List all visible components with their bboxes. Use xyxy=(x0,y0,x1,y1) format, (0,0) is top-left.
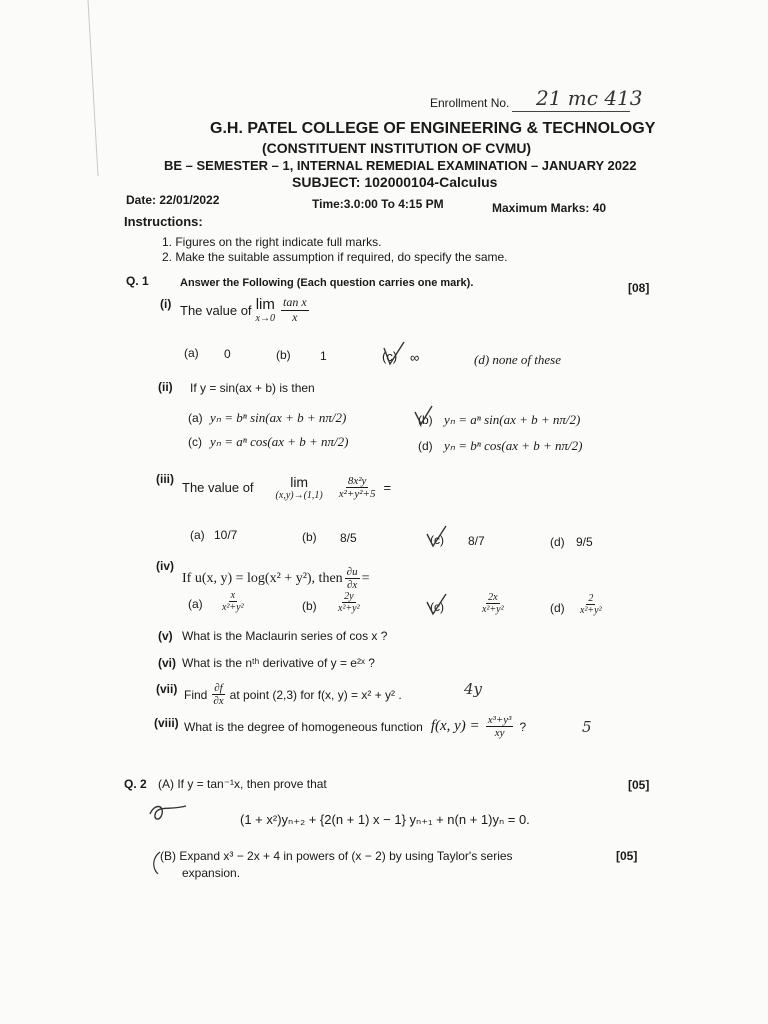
scribble-mark-icon xyxy=(146,800,190,824)
q1-vii-question xyxy=(184,682,402,707)
q1-label: Q. 1 xyxy=(126,274,149,288)
q1-i-fraction xyxy=(281,296,309,323)
q1-v-text: What is the Maclaurin series of cos x ? xyxy=(182,629,388,643)
instruction-item: 1. Figures on the right indicate full marks. xyxy=(162,235,382,249)
q1-iv-opt-c-label: (c) xyxy=(430,600,444,614)
q1-i-opt-c: ∞ xyxy=(410,350,420,365)
fraction-denominator: x²+y² xyxy=(222,602,244,613)
q2-b-text: (B) Expand x³ − 2x + 4 in powers of (x − 2) by using Taylor's series xyxy=(160,849,513,863)
fraction-denominator: x²+y²+5 xyxy=(338,488,376,500)
q1-i-opt-d: (d) none of these xyxy=(474,352,562,367)
fraction-numerator: 2 xyxy=(588,593,594,604)
q1-i-opt-a-label: (a) xyxy=(184,346,199,360)
fraction-denominator: x²+y² xyxy=(482,604,504,615)
q1-iv-opt-b-label: (b) xyxy=(302,599,317,613)
q1-viii-question xyxy=(184,714,526,739)
q1-vii-suffix: at point (2,3) for f(x, y) = x² + y² . xyxy=(229,687,402,702)
fraction-numerator: tan x xyxy=(283,295,307,310)
q1-i-opt-b-label: (b) xyxy=(276,348,291,362)
q1-iv-opt-d xyxy=(578,593,604,616)
fraction-denominator: ∂x xyxy=(346,579,358,592)
enrollment-value: 21 mc 413 xyxy=(536,86,643,110)
scribble-mark-icon xyxy=(150,848,164,878)
check-mark-icon xyxy=(412,404,436,430)
q1-marks: [08] xyxy=(628,281,650,295)
q1-iii-prefix: The value of xyxy=(182,480,254,495)
q1-i-opt-a: 0 xyxy=(224,347,231,361)
q1-i-opt-b: 1 xyxy=(320,349,327,363)
institution-name: (CONSTITUENT INSTITUTION OF CVMU) xyxy=(262,140,532,156)
fraction-denominator: x²+y² xyxy=(338,603,360,614)
fraction-numerator: x xyxy=(230,590,236,601)
q1-iii-opt-b-label: (b) xyxy=(302,530,317,544)
college-name: G.H. PATEL COLLEGE OF ENGINEERING & TECHNOLOGY xyxy=(210,120,656,137)
q2-a-marks: [05] xyxy=(628,778,650,792)
q1-ii-text: If y = sin(ax + b) is then xyxy=(190,381,315,395)
q1-iv-derivative xyxy=(345,566,360,591)
paper-edge-line xyxy=(84,0,104,180)
q1-vi-text: What is the nᵗʰ derivative of y = e²ˣ ? xyxy=(182,656,375,670)
q1-iii-question xyxy=(182,474,391,501)
q1-ii-opt-d: yₙ = bⁿ cos(ax + b + nπ/2) xyxy=(444,438,583,453)
equals-sign: = xyxy=(383,480,392,495)
q1-iv-opt-a xyxy=(220,590,246,613)
q2-a-equation: (1 + x²)yₙ₊₂ + {2(n + 1) x − 1} yₙ₊₁ + n(n + 1)yₙ = 0. xyxy=(240,812,530,827)
q1-ii-opt-c-label: (c) xyxy=(188,435,202,449)
q1-vii-prefix: Find xyxy=(184,687,208,702)
q1-text: Answer the Following (Each question carries one mark). xyxy=(180,277,474,289)
exam-title: BE – SEMESTER – 1, INTERNAL REMEDIAL EXAMINATION – JANUARY 2022 xyxy=(164,158,637,173)
fraction-denominator: ∂x xyxy=(213,695,224,708)
fraction-numerator: ∂f xyxy=(214,682,223,694)
q1-viii-suffix: ? xyxy=(519,719,527,734)
instruction-item: 2. Make the suitable assumption if required, do specify the same. xyxy=(162,250,508,264)
q1-i-question xyxy=(180,296,311,324)
q1-iv-opt-c xyxy=(480,592,506,615)
limit-symbol: lim xyxy=(290,474,309,490)
q1-iv-opt-d-label: (d) xyxy=(550,601,565,615)
max-marks: Maximum Marks: 40 xyxy=(492,201,607,215)
q1-iv-opt-a-label: (a) xyxy=(188,597,203,611)
q1-viii-prefix: What is the degree of homogeneous function xyxy=(184,719,423,734)
q1-vii-derivative xyxy=(211,682,225,707)
q1-iv-num: (iv) xyxy=(156,559,174,573)
q2-label: Q. 2 xyxy=(124,777,147,791)
q1-ii-opt-c: yₙ = aⁿ cos(ax + b + nπ/2) xyxy=(210,434,349,449)
q1-iii-limit xyxy=(276,474,323,501)
enrollment-line xyxy=(512,111,630,112)
limit-subscript: (x,y)→(1,1) xyxy=(275,490,323,501)
q2-b-marks: [05] xyxy=(616,849,638,863)
q2-a-text: (A) If y = tan⁻¹x, then prove that xyxy=(158,777,327,791)
q1-viii-num: (viii) xyxy=(154,716,179,730)
q1-viii-annotation: 5 xyxy=(582,718,592,736)
q1-vii-annotation: 4y xyxy=(464,680,483,698)
q1-iii-opt-b: 8/5 xyxy=(340,531,357,545)
q1-iii-opt-a-label: (a) xyxy=(190,528,205,542)
fraction-denominator: x xyxy=(292,309,298,324)
q1-i-limit xyxy=(256,296,275,324)
q1-i-num: (i) xyxy=(160,297,172,311)
q1-iii-num: (iii) xyxy=(156,472,174,486)
q1-ii-opt-b: yₙ = aⁿ sin(ax + b + nπ/2) xyxy=(444,412,581,427)
q1-ii-opt-b-label: (b) xyxy=(418,413,433,427)
q1-viii-fraction xyxy=(486,714,514,739)
q1-i-prefix: The value of xyxy=(180,302,252,318)
q1-iv-question xyxy=(182,566,370,591)
q1-vi-num: (vi) xyxy=(158,656,176,670)
fraction-numerator: x³+y³ xyxy=(487,714,512,726)
q1-iii-fraction xyxy=(337,475,378,500)
q1-iv-text: If u(x, y) = log(x² + y²), then xyxy=(182,570,343,586)
q1-ii-opt-a: yₙ = bⁿ sin(ax + b + nπ/2) xyxy=(210,410,347,425)
q1-v-num: (v) xyxy=(158,629,173,643)
q1-vii-num: (vii) xyxy=(156,682,178,696)
q1-viii-function: f(x, y) = xyxy=(430,718,480,735)
q1-ii-num: (ii) xyxy=(158,380,173,394)
fraction-denominator: x²+y² xyxy=(580,605,602,616)
q1-i-opt-c-label: (c) xyxy=(382,349,398,364)
check-mark-icon xyxy=(424,592,450,620)
q1-iii-opt-c: 8/7 xyxy=(468,534,485,548)
instructions-title: Instructions: xyxy=(124,214,203,229)
fraction-numerator: 8x²y xyxy=(347,474,367,487)
fraction-denominator: xy xyxy=(494,727,505,740)
exam-time: Time:3.0:00 To 4:15 PM xyxy=(312,197,444,211)
limit-symbol: lim xyxy=(255,296,275,313)
check-mark-icon xyxy=(424,524,450,552)
equals-sign: = xyxy=(361,570,370,586)
limit-subscript: x→0 xyxy=(255,313,275,324)
subject: SUBJECT: 102000104-Calculus xyxy=(292,174,498,190)
enrollment-label: Enrollment No. xyxy=(430,96,510,110)
check-mark-icon xyxy=(380,340,408,372)
q1-ii-opt-a-label: (a) xyxy=(188,411,203,425)
fraction-numerator: 2x xyxy=(488,592,498,603)
q1-iii-opt-d-label: (d) xyxy=(550,535,565,549)
q1-ii-opt-d-label: (d) xyxy=(418,439,433,453)
q1-iii-opt-a: 10/7 xyxy=(214,528,238,542)
q1-iii-opt-d: 9/5 xyxy=(576,535,593,549)
fraction-numerator: ∂u xyxy=(346,566,358,578)
exam-date: Date: 22/01/2022 xyxy=(126,193,220,207)
q1-iii-opt-c-label: (c) xyxy=(430,533,444,547)
fraction-numerator: 2y xyxy=(344,591,354,602)
q1-iv-opt-b xyxy=(336,591,362,614)
q2-b-text-cont: expansion. xyxy=(182,866,241,880)
